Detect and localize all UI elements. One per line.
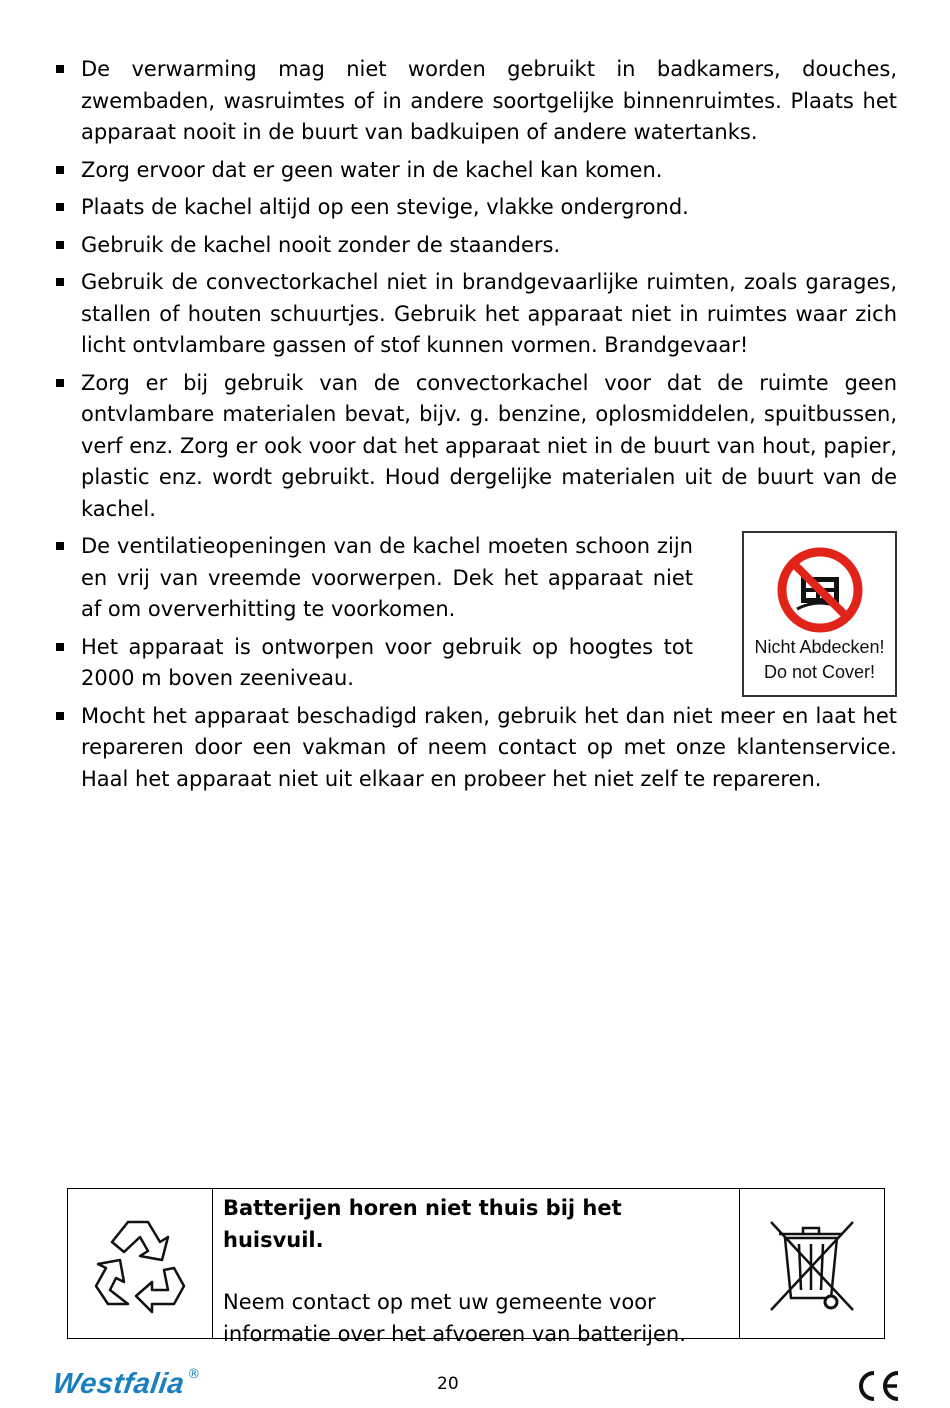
bullet-icon [56, 166, 64, 174]
list-item: Het apparaat is ontworpen voor gebruik op hoogtes tot 2000 m boven zeeniveau. [54, 632, 897, 695]
list-item: Gebruik de kachel nooit zonder de staanders. [54, 230, 897, 262]
ce-mark-icon [853, 1368, 903, 1404]
sign-caption-en: Do not Cover! [763, 662, 876, 682]
crossed-out-bin-icon [767, 1214, 857, 1314]
notice-body: Neem contact op met uw gemeente voor informatie over het afvoeren van batterijen. [223, 1290, 686, 1346]
bullet-list [54, 54, 897, 795]
list-item: Mocht het apparaat beschadigd raken, gebruik het dan niet meer en laat het repareren door een vakman of neem contact op met onze klantenservice. Haal het apparaat niet uit elkaar en probeer het niet zelf te repareren. [54, 701, 897, 796]
battery-disposal-notice [67, 1188, 885, 1346]
recycle-icon [88, 1212, 192, 1316]
bin-cell [740, 1189, 884, 1338]
brand-logo [50, 1367, 201, 1404]
bullet-icon [56, 379, 64, 387]
list-item: Gebruik de convectorkachel niet in brandgevaarlijke ruimten, zoals garages, stallen of houten schuurtjes. Gebruik het apparaat niet in ruimtes waar zich licht ontvlambare gassen of stof kunnen vormen. Brandgevaar! [54, 267, 897, 362]
bullet-icon [56, 278, 64, 286]
bullet-icon [56, 542, 64, 550]
brand-name: Westfalia [50, 1368, 187, 1400]
list-item: Plaats de kachel altijd op een stevige, vlakke ondergrond. [54, 192, 897, 224]
no-cover-prohibition-icon [777, 547, 863, 633]
list-item: Zorg er bij gebruik van de convectorkachel voor dat de ruimte geen ontvlambare materialen bevat, bijv. g. benzine, oplosmiddelen, spuitbussen, verf enz. Zorg er ook voor dat het apparaat niet in de buurt van hout, papier, plastic enz. wordt gebruikt. Houd dergelijke materialen uit de buurt van de kachel. [54, 368, 897, 526]
list-item: De verwarming mag niet worden gebruikt in badkamers, douches, zwembaden, wasruimtes of in andere soortgelijke binnenruimtes. Plaats het apparaat nooit in de buurt van badkuipen of andere watertanks. [54, 54, 897, 149]
notice-title: Batterijen horen niet thuis bij het huisvuil. [223, 1196, 622, 1252]
recycle-cell [68, 1189, 213, 1338]
safety-instructions [54, 54, 897, 801]
bullet-icon [56, 241, 64, 249]
list-item: Zorg ervoor dat er geen water in de kachel kan komen. [54, 155, 897, 187]
bullet-icon [56, 712, 64, 720]
bullet-icon [56, 203, 64, 211]
bullet-icon [56, 643, 64, 651]
notice-text [213, 1189, 740, 1346]
registered-mark: ® [187, 1367, 201, 1382]
page-number: 20 [437, 1374, 459, 1394]
sign-caption-de: Nicht Abdecken! [754, 637, 885, 657]
bullet-icon [56, 65, 64, 73]
list-item: Nicht Abdecken! Do not Cover! De ventilatieopeningen van de kachel moeten schoon zijn en vrij van vreemde voorwerpen. Dek het apparaat niet af om oververhitting te voorkomen. [54, 531, 897, 626]
